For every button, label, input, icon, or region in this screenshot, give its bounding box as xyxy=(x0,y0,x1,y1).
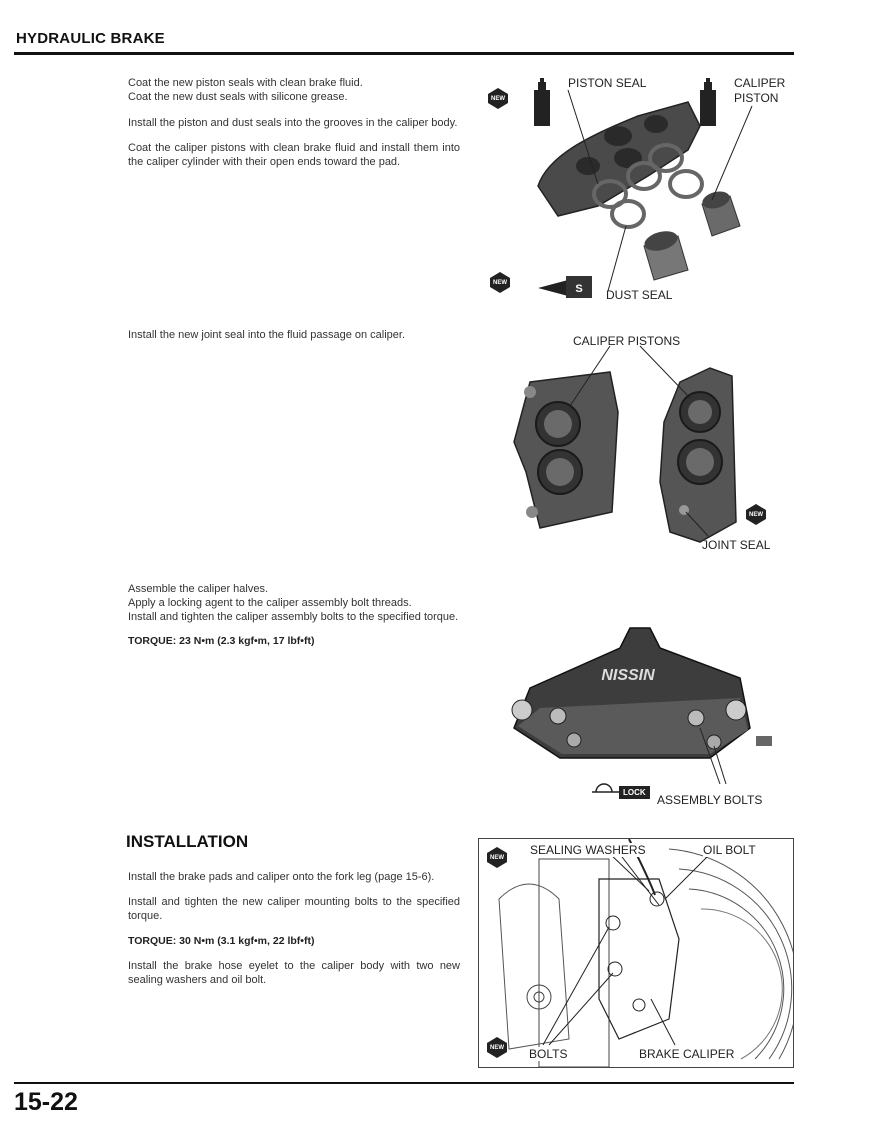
label-brake-caliper: BRAKE CALIPER xyxy=(639,1047,735,1061)
grease-s-label: S xyxy=(575,283,583,295)
joint-seal-text: Install the new joint seal into the fluid passage on caliper. xyxy=(128,329,406,341)
lock-badge: LOCK xyxy=(619,786,650,799)
brake-fluid-bottle-icon xyxy=(534,78,550,126)
figure-installation xyxy=(478,838,794,1068)
assembled-caliper-illustration xyxy=(500,618,800,814)
label-joint-seal: JOINT SEAL xyxy=(702,538,771,552)
new-icon xyxy=(488,88,508,109)
new-icon xyxy=(487,847,507,868)
label-sealing-washers: SEALING WASHERS xyxy=(530,843,646,857)
figure-caliper-halves xyxy=(500,332,800,560)
new-badge-text: NEW xyxy=(490,855,504,861)
label-assembly-bolts: ASSEMBLY BOLTS xyxy=(657,793,763,807)
assembly-torque: TORQUE: 23 N•m (2.3 kgf•m, 17 lbf•ft) xyxy=(128,635,315,647)
label-caliper-piston-line1: CALIPER xyxy=(734,76,786,90)
nissin-logo: NISSIN xyxy=(601,667,655,684)
section-title: HYDRAULIC BRAKE xyxy=(16,30,165,47)
caliper-piston xyxy=(700,189,740,236)
seals-line-1: Coat the new piston seals with clean brake fluid. xyxy=(128,77,363,89)
seals-text-block xyxy=(128,76,460,169)
seals-paragraph-2: Install the piston and dust seals into the grooves in the caliper body. xyxy=(128,117,458,129)
new-badge-text: NEW xyxy=(491,96,505,102)
new-icon xyxy=(490,272,510,293)
new-icon xyxy=(487,1037,507,1058)
figure-piston-seals xyxy=(478,66,808,316)
assembly-line-1: Assemble the caliper halves. xyxy=(128,583,269,595)
installation-paragraph-3: Install the brake hose eyelet to the caliper body with two new sealing washers and oil bolt. xyxy=(128,960,460,986)
seals-paragraph-3: Coat the caliper pistons with clean brake fluid and install them into the caliper cylinder with their open ends toward the pad. xyxy=(128,142,460,168)
new-badge-text: NEW xyxy=(749,512,763,518)
header-rule xyxy=(14,52,794,55)
figure-assembled-caliper xyxy=(500,618,800,814)
caliper-halves-illustration xyxy=(500,332,800,560)
installation-text-block xyxy=(128,870,460,987)
installation-paragraph-1: Install the brake pads and caliper onto the fork leg (page 15-6). xyxy=(128,871,435,883)
footer-rule xyxy=(14,1082,794,1084)
installation-heading: INSTALLATION xyxy=(126,832,249,851)
label-caliper-piston-line2: PISTON xyxy=(734,91,779,105)
assembly-text-block xyxy=(128,582,460,648)
assembly-line-3: Install and tighten the caliper assembly bolts to the specified torque. xyxy=(128,611,459,623)
label-caliper-pistons: CALIPER PISTONS xyxy=(573,334,681,348)
silicone-grease-icon xyxy=(538,276,592,298)
seals-line-2: Coat the new dust seals with silicone grease. xyxy=(128,91,348,103)
installation-illustration xyxy=(479,839,793,1067)
label-piston-seal: PISTON SEAL xyxy=(568,76,647,90)
locking-agent-icon xyxy=(592,784,620,792)
label-oil-bolt: OIL BOLT xyxy=(703,843,756,857)
assembly-line-2: Apply a locking agent to the caliper assembly bolt threads. xyxy=(128,597,412,609)
new-icon xyxy=(746,504,766,525)
brake-fluid-bottle-icon-right xyxy=(700,78,716,126)
new-badge-text: NEW xyxy=(493,280,507,286)
page-number: 15-22 xyxy=(14,1088,78,1116)
installation-torque: TORQUE: 30 N•m (3.1 kgf•m, 22 lbf•ft) xyxy=(128,935,315,947)
caliper-piston xyxy=(642,228,688,280)
new-badge-text: NEW xyxy=(490,1045,504,1051)
label-dust-seal: DUST SEAL xyxy=(606,288,673,302)
installation-paragraph-2: Install and tighten the new caliper mounting bolts to the specified torque. xyxy=(128,896,460,922)
label-bolts: BOLTS xyxy=(529,1047,568,1061)
